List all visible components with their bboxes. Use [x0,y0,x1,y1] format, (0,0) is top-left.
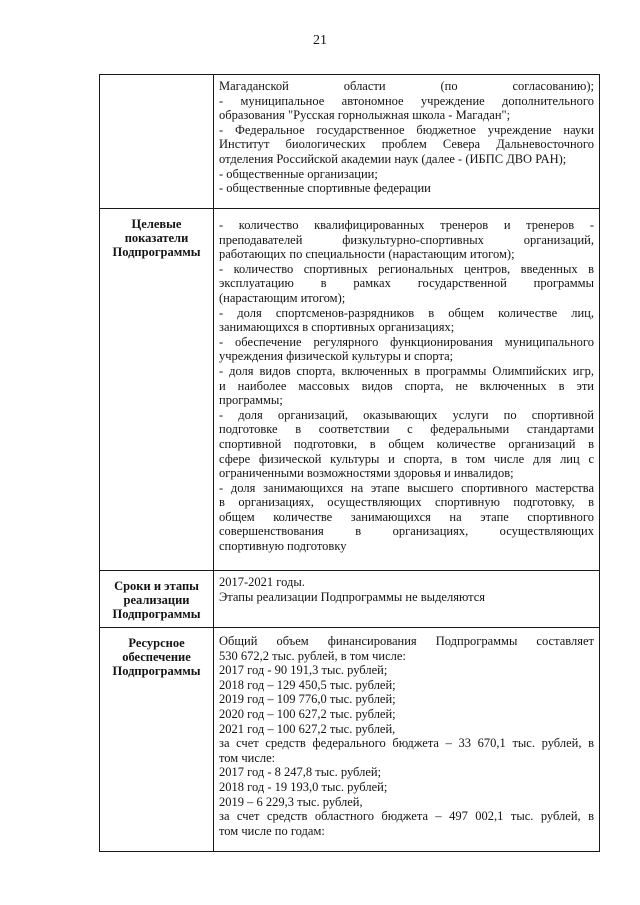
text-line: 2018 год – 129 450,5 тыс. рублей; [219,677,396,692]
text-line: 2018 год - 19 193,0 тыс. рублей; [219,779,388,794]
text-line: в организациях, осуществляющих спортивную подготовку, в [219,495,594,510]
label-line: Целевые [131,217,182,231]
text-line: отделения Российской академии наук (далее - (ИБПС ДВО РАН); [219,151,567,166]
text-line: - количество квалифицированных тренеров и тренеров - [219,218,594,232]
text-line: - Федеральное государственное бюджетное учреждение науки [219,122,594,137]
text-line: спортивную подготовку [219,539,347,554]
text-line: 2017-2021 годы. [219,575,305,589]
text-line: эксплуатацию в рамках государственной программы [219,276,594,291]
row-content-funding [214,628,600,852]
text-line: 2017 год - 8 247,8 тыс. рублей; [219,765,382,780]
text-line: 2019 – 6 229,3 тыс. рублей, [219,794,363,809]
subprogram-passport-table [99,74,600,852]
row-label-empty [100,75,214,209]
text-line: совершенствования в организациях, осуществляющих [219,524,594,539]
table-row-timeline [100,571,600,628]
label-line: реализации [123,593,190,607]
text-line: за счет средств федерального бюджета – 33 670,1 тыс. рублей, в [219,736,594,751]
row-content-timeline [214,571,600,628]
text-line: том числе: [219,750,276,765]
text-line: - доля организаций, оказывающих услуги по спортивной [219,407,594,422]
text-line: том числе по годам: [219,823,325,838]
text-line: - количество спортивных региональных центров, введенных в [219,261,594,276]
text-line: Магаданской области (по согласованию); [219,79,594,93]
text-line: преподавателей физкультурно-спортивных организаций, [219,232,594,247]
label-line: обеспечение [122,650,191,664]
row-label-target-indicators [100,209,214,571]
text-line: - доля занимающихся на этапе высшего спортивного мастерства [219,480,594,495]
text-line: 2019 год – 109 776,0 тыс. рублей; [219,692,396,707]
page-number: 21 [313,33,327,48]
label-line: Ресурсное [128,636,185,650]
text-line: - обеспечение регулярного функционирования муниципального [219,334,594,349]
text-line: спортивной подготовки, в общем количестве организаций в [219,436,594,451]
text-line: сфере физической культуры и спорта, в том числе для лиц с [219,451,594,466]
row-label-funding [100,628,214,852]
text-line: учреждения физической культуры и спорта; [219,349,454,364]
text-line: образования "Русская горнолыжная школа - Магадан"; [219,108,511,123]
text-line: общем количестве занимающихся на этапе спортивного [219,509,594,524]
text-line: занимающихся в спортивных организациях; [219,320,455,335]
label-line: показатели [124,231,189,245]
table-row-participants [100,75,600,209]
text-line: (нарастающим итогом); [219,290,346,305]
text-line: и наиболее массовых видов спорта, не включенных в эти [219,378,594,393]
label-line: Сроки и этапы [114,579,199,593]
text-line: Этапы реализации Подпрограммы не выделяются [219,589,486,604]
table-row-funding [100,628,600,852]
text-line: программы; [219,393,283,408]
text-line: за счет средств областного бюджета – 497 002,1 тыс. рублей, в [219,809,594,824]
label-line: Подпрограммы [112,607,201,621]
text-line: - общественные организации; [219,166,378,181]
table-row-target-indicators [100,209,600,571]
text-line: 2017 год - 90 191,3 тыс. рублей; [219,663,388,678]
row-content-target-indicators [214,209,600,571]
label-line: Подпрограммы [112,664,201,678]
text-line: 530 672,2 тыс. рублей, в том числе: [219,648,406,663]
text-line: Институт биологических проблем Севера Дальневосточного [219,137,594,152]
text-line: - доля видов спорта, включенных в программы Олимпийских игр, [219,363,594,378]
text-line: ограниченными возможностями здоровья и инвалидов; [219,466,514,481]
text-line: 2020 год – 100 627,2 тыс. рублей; [219,706,396,721]
text-line: - общественные спортивные федерации [219,181,431,196]
row-label-timeline [100,571,214,628]
text-line: - муниципальное автономное учреждение дополнительного [219,93,594,108]
text-line: подготовке в соответствии с федеральными стандартами [219,422,594,437]
row-content-participants [214,75,600,209]
text-line: 2021 год – 100 627,2 тыс. рублей, [219,721,396,736]
label-line: Подпрограммы [112,245,201,259]
text-line: - доля спортсменов-разрядников в общем количестве лиц, [219,305,594,320]
text-line: Общий объем финансирования Подпрограммы составляет [219,634,594,648]
text-line: работающих по специальности (нарастающим итогом); [219,247,515,262]
